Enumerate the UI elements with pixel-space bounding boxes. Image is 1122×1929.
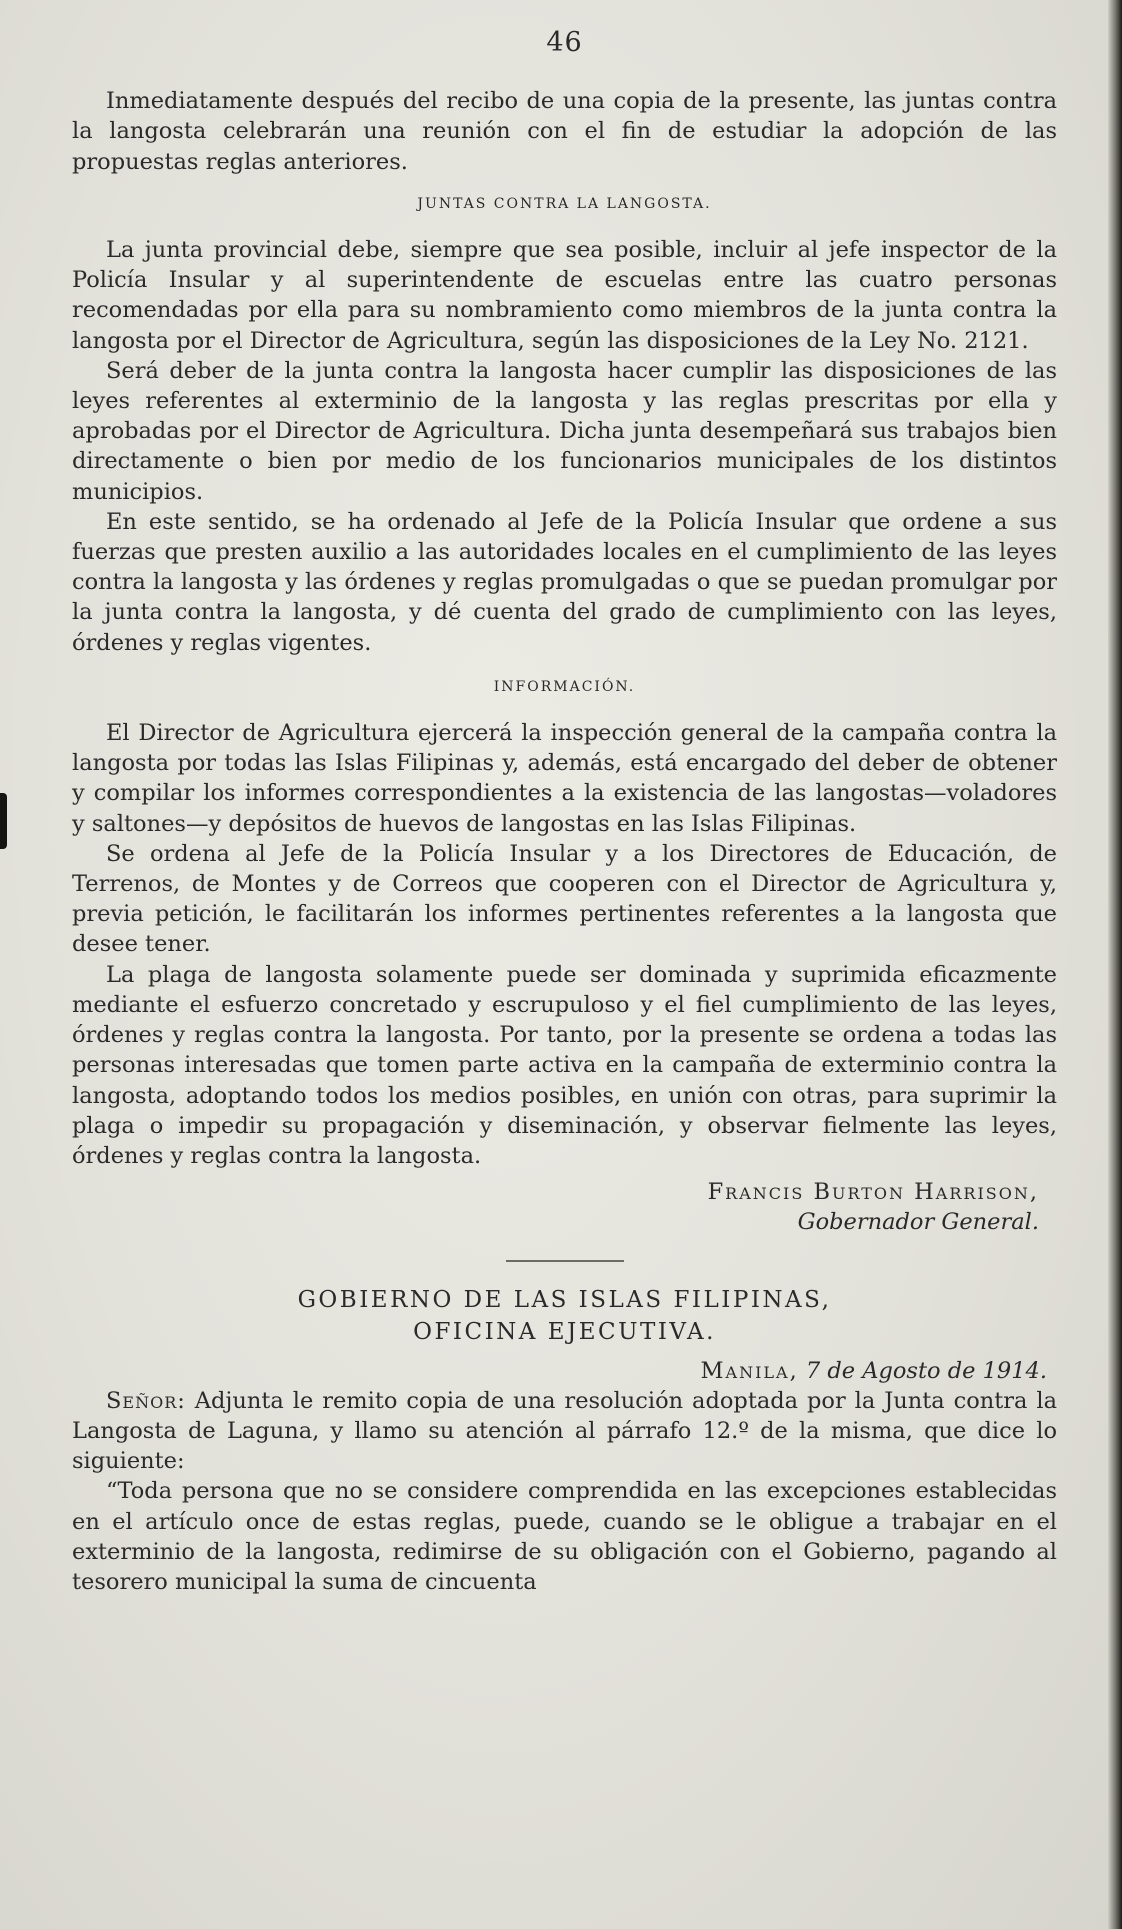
letter-date	[72, 1356, 1047, 1386]
office-heading-line-1: GOBIERNO DE LAS ISLAS FILIPINAS,	[297, 1286, 832, 1313]
salutation: Señor:	[106, 1387, 186, 1414]
date-place: Manila,	[700, 1357, 799, 1384]
date-value: 7 de Agosto de 1914.	[805, 1357, 1047, 1384]
quoted-rule: “Toda persona que no se considere comprendida en las excepciones establecidas en el artículo once de estas reglas, puede, cuando se le obligue a trabajar en el exterminio de la langosta, redimirse de su obligación con el Gobierno, pagando al tesorero municipal la suma de cincuenta	[72, 1478, 1057, 1595]
juntas-paragraph-3: En este sentido, se ha ordenado al Jefe de la Policía Insular que ordene a sus fuerzas que presten auxilio a las autoridades locales en el cumplimiento de las leyes contra la langosta y las órdenes y reglas promulgadas o que se puedan promulgar por la junta contra la langosta, y dé cuenta del grado de cumplimiento con las leyes, órdenes y reglas vigentes.	[72, 508, 1057, 656]
signature-name: Francis Burton Harrison,	[707, 1179, 1039, 1206]
section-title-juntas: JUNTAS CONTRA LA LANGOSTA.	[417, 195, 712, 212]
office-heading-line-2: OFICINA EJECUTIVA.	[413, 1318, 716, 1345]
juntas-paragraph-2: Será deber de la junta contra la langosta hacer cumplir las disposiciones de las leyes referentes al exterminio de la langosta y las reglas prescritas por ella y aprobadas por el Director de Agricultura. Dicha junta desempeñará sus trabajos bien directamente o bien por medio de los funcionarios municipales de los distintos municipios.	[72, 357, 1057, 505]
letter-opening	[72, 1386, 1057, 1477]
page-edge-shadow	[1108, 0, 1122, 1929]
binding-mark	[0, 793, 7, 849]
intro-paragraph: Inmediatamente después del recibo de una copia de la presente, las juntas contra la langosta celebrarán una reunión con el fin de estudiar la adopción de las propuestas reglas anteriores.	[72, 88, 1057, 175]
page-content	[72, 28, 1057, 1597]
signature-block	[72, 1177, 1057, 1237]
opening-text: Adjunta le remito copia de una resolución adoptada por la Junta contra la Langosta de Laguna, y llamo su atención al párrafo 12.º de la misma, que dice lo siguiente:	[72, 1387, 1057, 1475]
informacion-paragraph-3: La plaga de langosta solamente puede ser dominada y suprimida eficazmente mediante el esfuerzo concretado y escrupuloso y el fiel cumplimiento de las leyes, órdenes y reglas contra la langosta. Por tanto, por la presente se ordena a todas las personas interesadas que tomen parte activa en la campaña de exterminio contra la langosta, adoptando todos los medios posibles, en unión con otras, para suprimir la plaga o impedir su propagación y diseminación, y observar fielmente las leyes, órdenes y reglas contra la langosta.	[72, 961, 1057, 1169]
section-divider	[506, 1260, 624, 1262]
juntas-paragraph-1: La junta provincial debe, siempre que sea posible, incluir al jefe inspector de la Policía Insular y al superintendente de escuelas entre las cuatro personas recomendadas por ella para su nombramiento como miembros de la junta contra la langosta por el Director de Agricultura, según las disposiciones de la Ley No. 2121.	[72, 237, 1057, 354]
section-title-informacion: INFORMACIÓN.	[493, 678, 636, 695]
informacion-paragraph-2: Se ordena al Jefe de la Policía Insular y a los Directores de Educación, de Terrenos, de Montes y de Correos que cooperen con el Director de Agricultura y, previa petición, le facilitarán los informes pertinentes referentes a la langosta que desee tener.	[72, 840, 1057, 958]
signature-title: Gobernador General.	[797, 1209, 1039, 1236]
informacion-paragraph-1: El Director de Agricultura ejercerá la inspección general de la campaña contra la langosta por todas las Islas Filipinas y, además, está encargado del deber de obtener y compilar los informes correspondientes a la existencia de las langostas—voladores y saltones—y depósitos de huevos de langostas en las Islas Filipinas.	[72, 720, 1057, 837]
page-number: 46	[546, 27, 583, 58]
